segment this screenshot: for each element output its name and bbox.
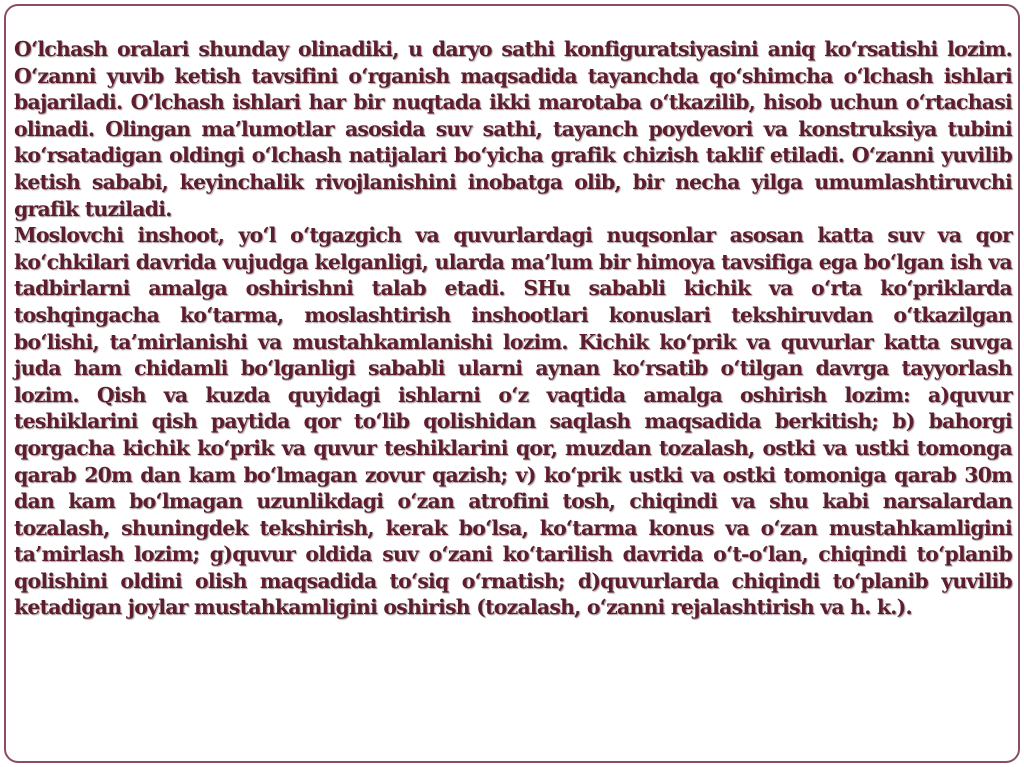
paragraph-measurement: O‘lchash oralari shunday olinadiki, u daryo sathi konfiguratsiyasini aniq ko‘rsatishi lozim. O‘zanni yuvib ketish tavsifini o‘rganish maqsadida tayanchda qo‘shimcha o‘lchash ishlari bajariladi. O‘lchash ishlari har bir nuqtada ikki marotaba o‘tkazilib, hisob uchun o‘rtachasi olinadi. Olingan ma’lumotlar asosida suv sathi, tayanch poydevori va konstruksiya tubini ko‘rsatadigan oldingi o‘lchash natijalari bo‘yicha grafik chizish taklif etiladi. O‘zanni yuvilib ketish sababi, keyinchalik rivojlanishini inobatga olib, bir necha yilga umumlashtiruvchi grafik tuziladi.: [14, 37, 1012, 221]
paragraph-structures: Moslovchi inshoot, yo‘l o‘tgazgich va quvurlardagi nuqsonlar asosan katta suv va qor ko‘chkilari davrida vujudga kelganligi, ularda ma’lum bir himoya tavsifiga ega bo‘lgan ish va tadbirlarni amalga oshirishni talab etadi. SHu sababli kichik va o‘rta ko‘priklarda toshqingacha ko‘tarma, moslashtirish inshootlari konuslari tekshiruvdan o‘tkazilgan bo‘lishi, ta’mirlanishi va mustahkamlanishi lozim. Kichik ko‘prik va quvurlar katta suvga juda ham chidamli bo‘lganligi sababli ularni aynan ko‘rsatib o‘tilgan davrga tayyorlash lozim. Qish va kuzda quyidagi ishlarni o‘z vaqtida amalga oshirish lozim: a)quvur teshiklarini qish paytida qor to‘lib qolishidan saqlash maqsadida berkitish; b) bahorgi qorgacha kichik ko‘prik va quvur teshiklarini qor, muzdan tozalash, ostki va ustki tomonga qarab 20m dan kam bo‘lmagan zovur qazish; v) ko‘prik ustki va ostki tomoniga qarab 30m dan kam bo‘lmagan uzunlikdagi o‘zan atrofini tosh, chiqindi va shu kabi narsalardan tozalash, shuningdek tekshirish, kerak bo‘lsa, ko‘tarma konus va o‘zan mustahkamligini ta’mirlash lozim; g)quvur oldida suv o‘zani ko‘tarilish davrida o‘t-o‘lan, chiqindi to‘planib qolishini oldini olish maqsadida to‘siq o‘rnatish; d)quvurlarda chiqindi to‘planib yuvilib ketadigan joylar mustahkamligini oshirish (tozalash, o‘zanni rejalashtirish va h. k.).: [14, 223, 1012, 620]
text-body: [14, 36, 1012, 621]
